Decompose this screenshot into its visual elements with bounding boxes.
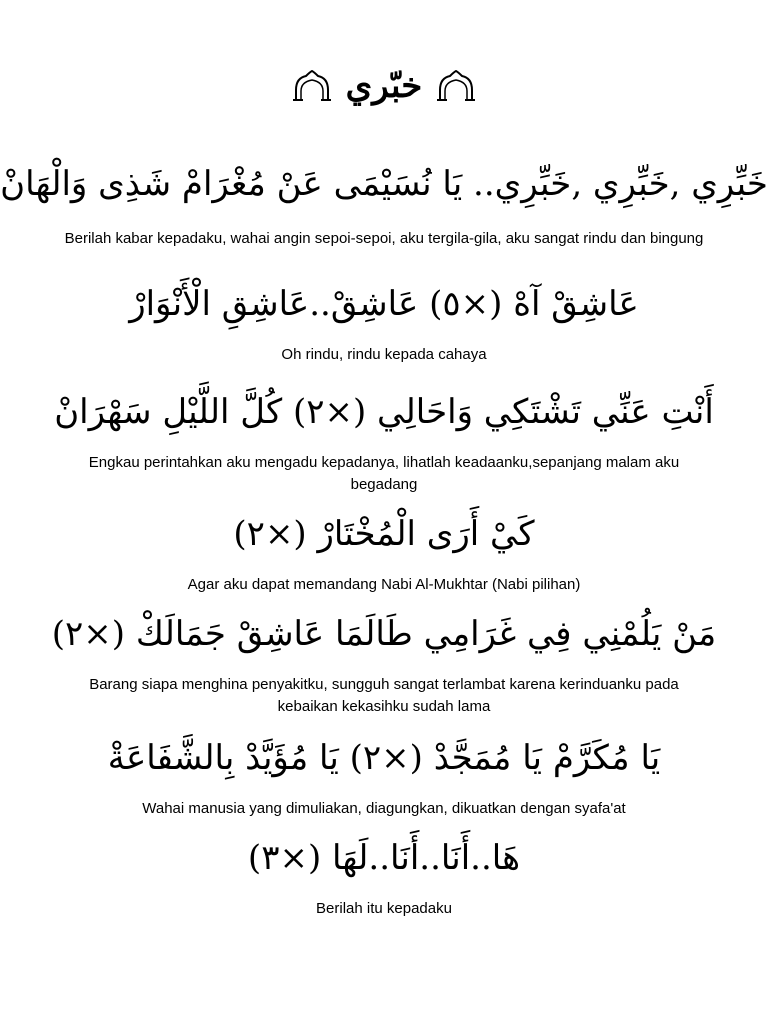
verse-translation: Oh rindu, rindu kepada cahaya bbox=[281, 346, 487, 363]
verse-translation: Berilah kabar kepadaku, wahai angin sepoi-sepoi, aku tergila-gila, aku sangat rindu dan bingung bbox=[64, 230, 704, 247]
verse-translation: Agar aku dapat memandang Nabi Al-Mukhtar (Nabi pilihan) bbox=[187, 576, 581, 593]
verse-arabic: كَيْ أَرَى الْمُخْتَارْ (×٢) bbox=[233, 514, 535, 554]
verse-arabic: عَاشِقْ آهْ (×٥) عَاشِقْ..عَاشِقِ الْأَنْوَارْ bbox=[129, 284, 639, 324]
verse-arabic: يَا مُكَرَّمْ يَا مُمَجَّدْ (×٢) يَا مُؤَيَّدْ بِالشَّفَاعَةْ bbox=[107, 738, 661, 778]
title-row bbox=[0, 58, 768, 114]
verse-translation: Berilah itu kepadaku bbox=[316, 900, 452, 917]
verse-translation: Barang siapa menghina penyakitku, sungguh sangat terlambat karena kerinduanku pada kebaikan kekasihku sudah lama bbox=[89, 676, 679, 715]
dome-ornament-icon bbox=[436, 70, 476, 102]
verse-arabic: أَنْتِ عَنِّي تَشْتَكِي وَاحَالِي (×٢) كُلَّ اللَّيْلِ سَهْرَانْ bbox=[54, 392, 714, 432]
dome-ornament-icon bbox=[292, 70, 332, 102]
verse-arabic: خَبِّرِي ,خَبِّرِي ,خَبِّرِي.. يَا نُسَيْمَى عَنْ مُغْرَامْ شَذِى وَالْهَانْ bbox=[0, 164, 768, 204]
page-title: خبّري bbox=[345, 66, 423, 106]
verse-arabic: مَنْ يَلُمْنِي فِي غَرَامِي طَالَمَا عَاشِقْ جَمَالَكْ (×٢) bbox=[51, 614, 717, 654]
verse-arabic: هَا..أَنَا..أَنَا..لَهَا (×٣) bbox=[247, 838, 521, 878]
verse-translation: Wahai manusia yang dimuliakan, diagungkan, dikuatkan dengan syafa'at bbox=[142, 800, 626, 817]
verse-translation: Engkau perintahkan aku mengadu kepadanya, lihatlah keadaanku,sepanjang malam aku begadang bbox=[88, 454, 680, 493]
